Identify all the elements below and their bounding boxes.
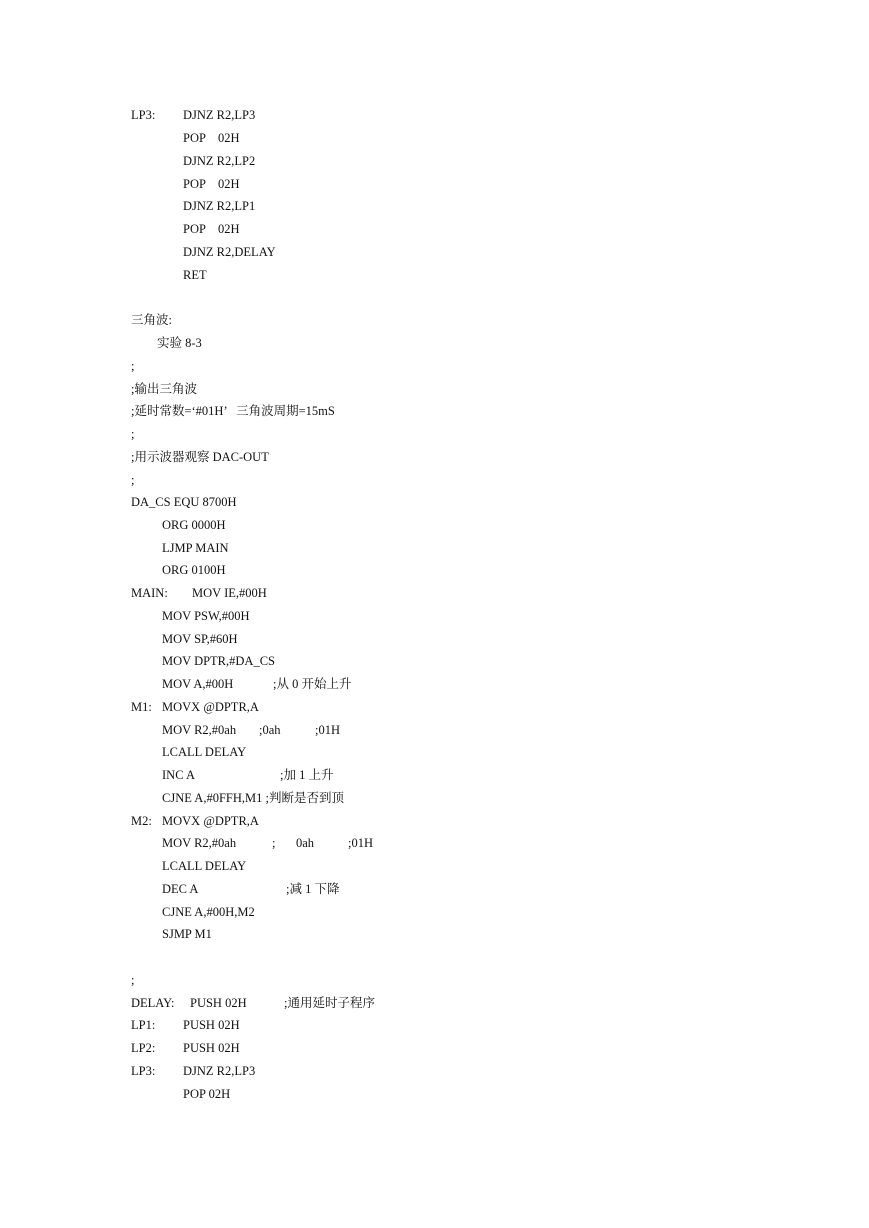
code-comment: ;从 0 开始上升 bbox=[273, 677, 352, 691]
code-line: DJNZ R2,DELAY bbox=[183, 245, 276, 259]
code-line: PUSH 02H bbox=[190, 996, 247, 1010]
code-line: POP 02H bbox=[183, 177, 240, 191]
code-line: MOV PSW,#00H bbox=[162, 609, 250, 623]
code-line: POP 02H bbox=[183, 222, 240, 236]
code-comment: ;减 1 下降 bbox=[286, 882, 340, 896]
code-comment: ;通用延时子程序 bbox=[284, 996, 375, 1010]
comment-line: ; bbox=[131, 427, 135, 441]
code-line: DJNZ R2,LP3 bbox=[183, 108, 256, 122]
comment-line: ; bbox=[131, 359, 135, 373]
code-line: MOV R2,#0ah bbox=[162, 723, 237, 737]
comment-line: ; bbox=[131, 473, 135, 487]
code-line: MOVX @DPTR,A bbox=[162, 700, 259, 714]
code-label: LP3: bbox=[131, 1064, 156, 1078]
code-line: DJNZ R2,LP2 bbox=[183, 154, 256, 168]
code-label: MAIN: bbox=[131, 586, 168, 600]
code-line: MOV R2,#0ah bbox=[162, 836, 237, 850]
code-line: ORG 0100H bbox=[162, 563, 226, 577]
experiment-label: 实验 8-3 bbox=[157, 336, 202, 350]
code-comment: ; bbox=[272, 836, 276, 850]
code-line: CJNE A,#00H,M2 bbox=[162, 905, 255, 919]
code-line: DJNZ R2,LP3 bbox=[183, 1064, 256, 1078]
code-line: CJNE A,#0FFH,M1 ;判断是否到顶 bbox=[162, 791, 344, 805]
code-label: M2: bbox=[131, 814, 152, 828]
code-line: PUSH 02H bbox=[183, 1018, 240, 1032]
code-label: M1: bbox=[131, 700, 152, 714]
code-comment: ;加 1 上升 bbox=[280, 768, 334, 782]
code-comment: ;01H bbox=[348, 836, 373, 850]
comment-line: ;延时常数=‘#01H’ 三角波周期=15mS bbox=[131, 404, 335, 418]
code-label: LP1: bbox=[131, 1018, 156, 1032]
code-line: RET bbox=[183, 268, 207, 282]
section-heading: 三角波: bbox=[131, 313, 172, 327]
code-line: MOV SP,#60H bbox=[162, 632, 238, 646]
code-label: LP2: bbox=[131, 1041, 156, 1055]
code-line: MOVX @DPTR,A bbox=[162, 814, 259, 828]
code-line: POP 02H bbox=[183, 131, 240, 145]
code-line: LCALL DELAY bbox=[162, 745, 247, 759]
code-line: ORG 0000H bbox=[162, 518, 226, 532]
code-comment: 0ah bbox=[296, 836, 315, 850]
code-line: POP 02H bbox=[183, 1087, 231, 1101]
code-line: DJNZ R2,LP1 bbox=[183, 199, 256, 213]
code-line: DA_CS EQU 8700H bbox=[131, 495, 237, 509]
code-label: LP3: bbox=[131, 108, 156, 122]
comment-line: ;用示波器观察 DAC-OUT bbox=[131, 450, 269, 464]
comment-line: ;输出三角波 bbox=[131, 382, 197, 396]
comment-line: ; bbox=[131, 973, 135, 987]
code-label: DELAY: bbox=[131, 996, 175, 1010]
code-line: SJMP M1 bbox=[162, 927, 212, 941]
code-line: MOV IE,#00H bbox=[192, 586, 267, 600]
code-line: LCALL DELAY bbox=[162, 859, 247, 873]
code-line: MOV A,#00H bbox=[162, 677, 234, 691]
code-line: INC A bbox=[162, 768, 195, 782]
code-line: PUSH 02H bbox=[183, 1041, 240, 1055]
code-line: LJMP MAIN bbox=[162, 541, 229, 555]
code-comment: ;0ah bbox=[259, 723, 281, 737]
code-line: MOV DPTR,#DA_CS bbox=[162, 654, 275, 668]
code-line: DEC A bbox=[162, 882, 199, 896]
code-comment: ;01H bbox=[315, 723, 340, 737]
